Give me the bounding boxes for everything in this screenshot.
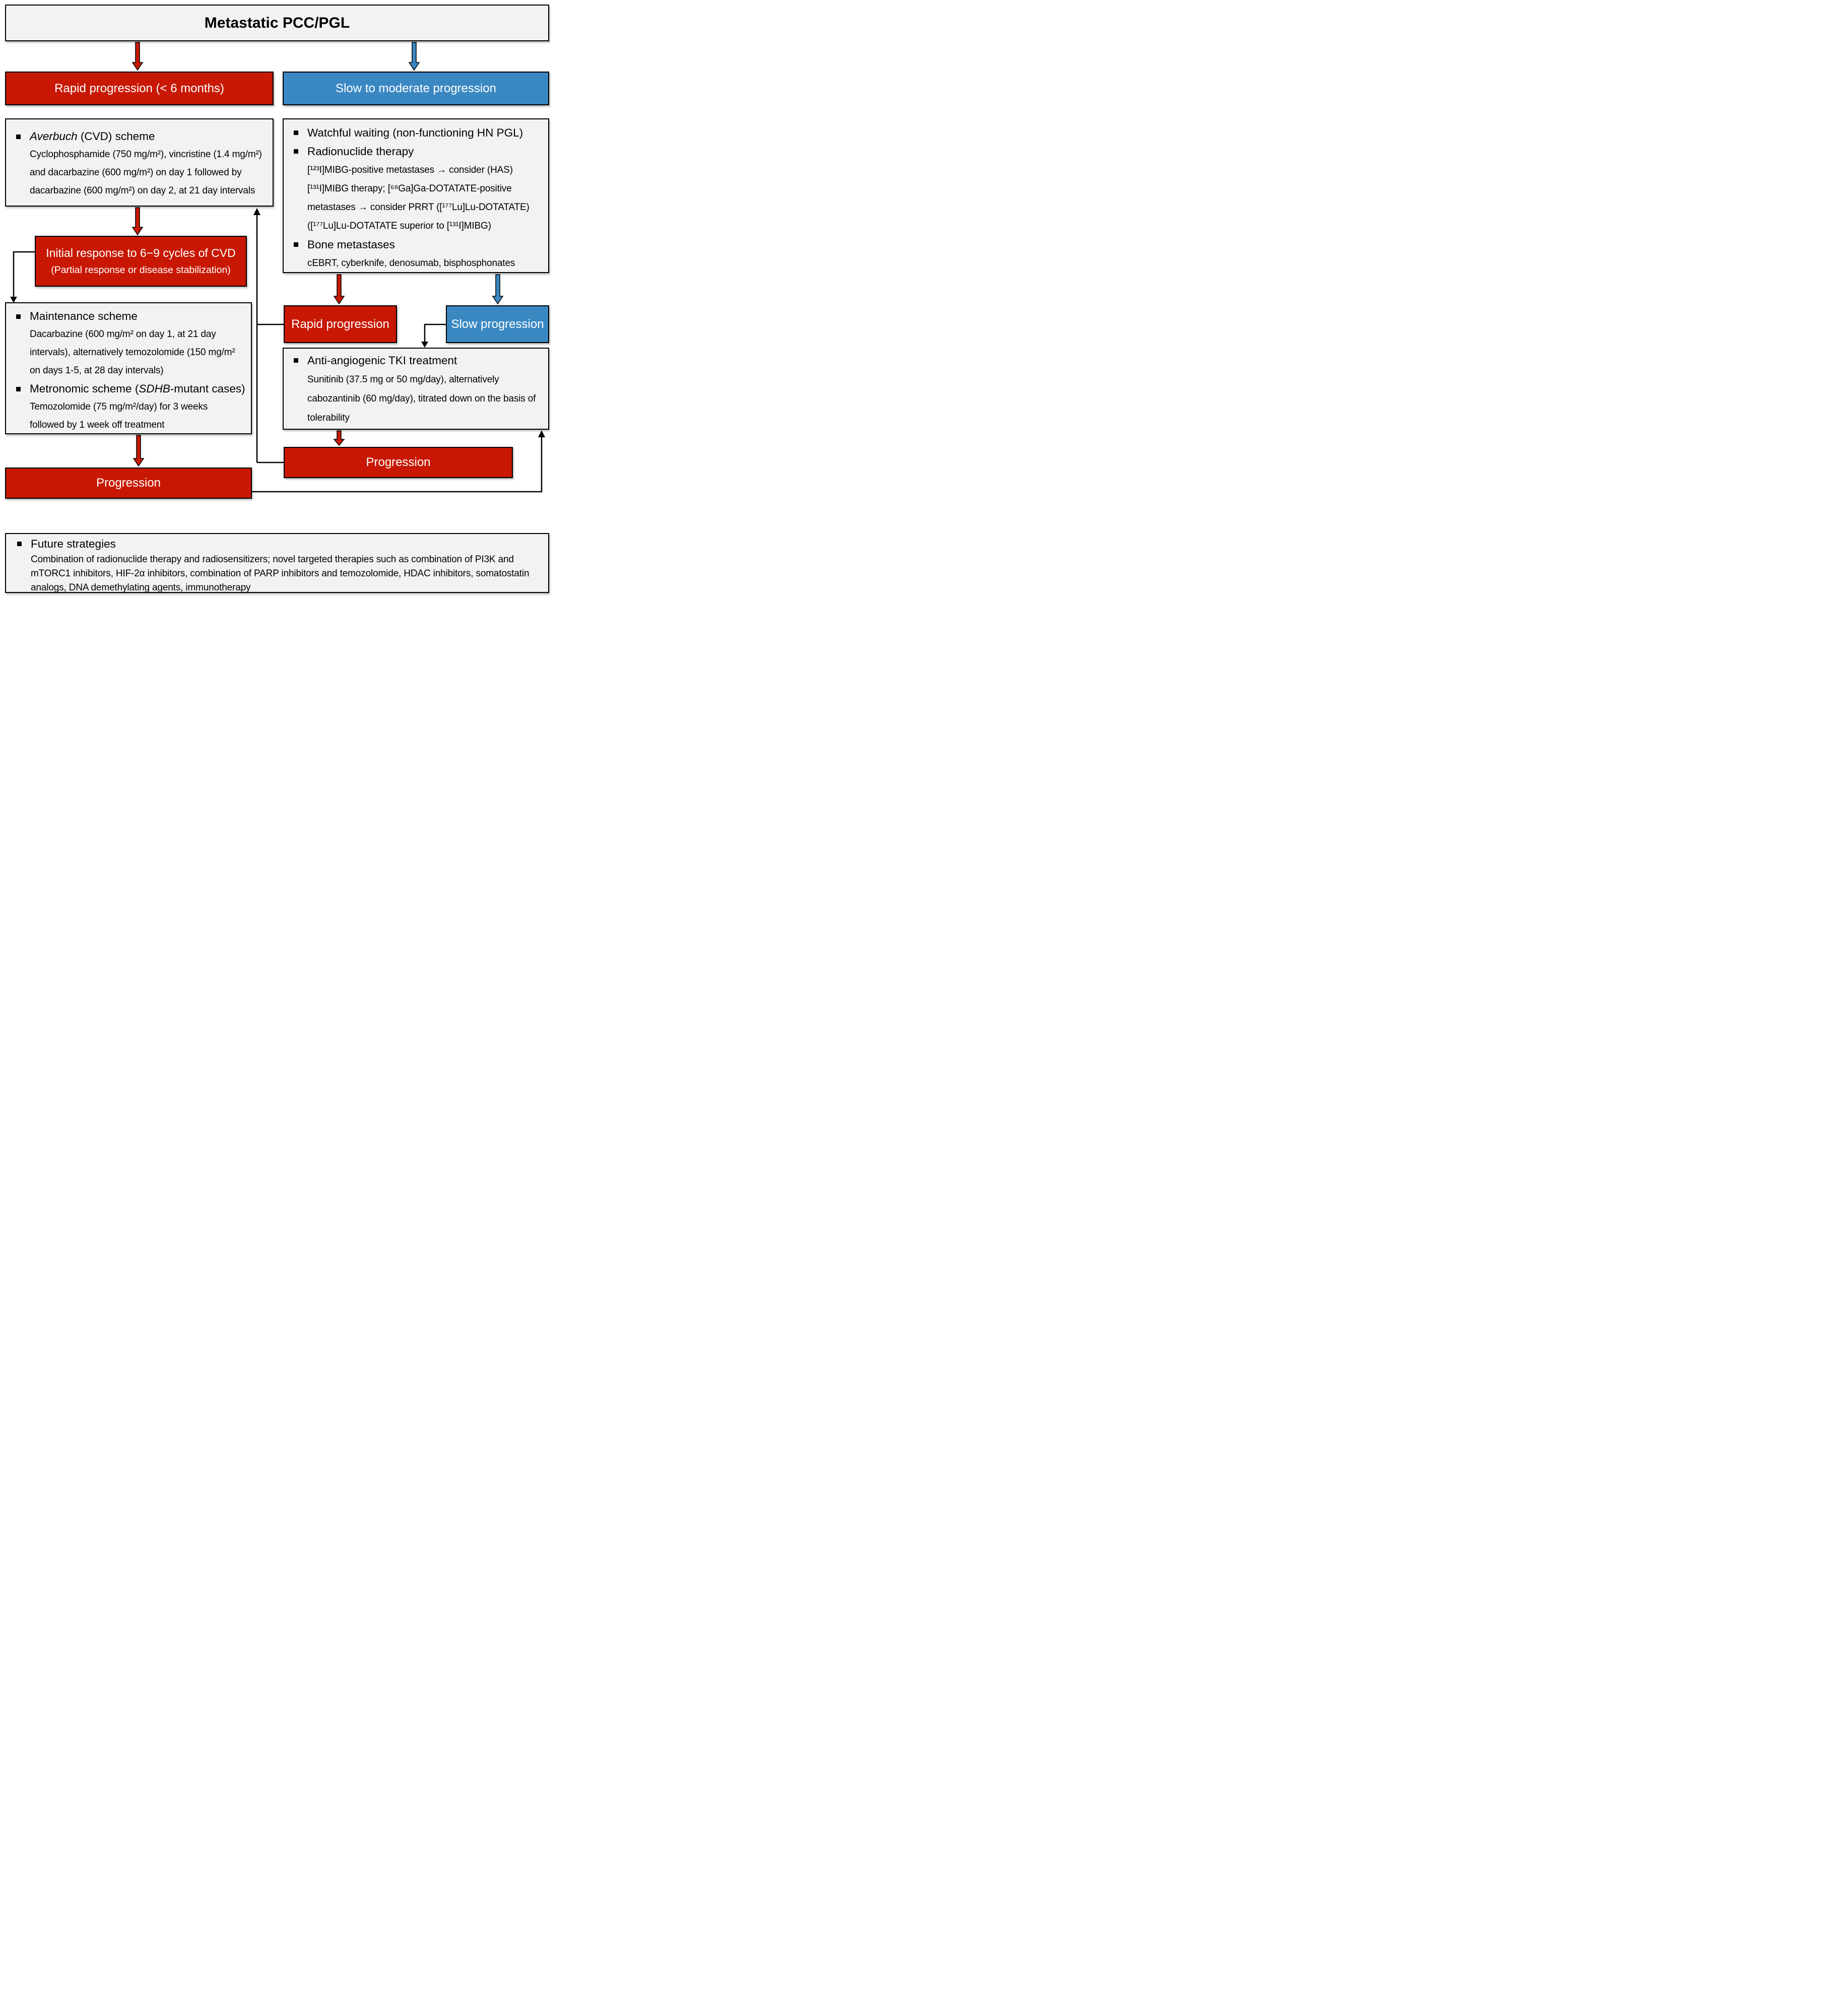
square-bullet-icon	[16, 135, 21, 139]
slow-moderate-progression-header	[283, 72, 549, 105]
metastatic-pcc-pgl-flowchart	[0, 0, 554, 597]
averbuch-cvd-box	[5, 118, 274, 207]
slow-moderate-progression-header-label: Slow to moderate progression	[336, 81, 496, 95]
arrow-up-icon	[538, 430, 545, 437]
radionuclide-body-line: metastases → consider PRRT ([¹⁷⁷Lu]Lu-DOTATATE)	[307, 202, 530, 213]
initial-response-line2: (Partial response or disease stabilization)	[51, 264, 231, 276]
slow-progression-box	[446, 305, 549, 343]
radionuclide-therapy-heading	[307, 142, 544, 161]
tki-heading	[307, 351, 544, 370]
red-arrow-tki-to-progression	[334, 431, 344, 445]
square-bullet-icon	[17, 542, 22, 546]
future-body-line: analogs, DNA demethylating agents, immunotherapy	[31, 582, 251, 593]
blue-arrow-title-to-slow-header	[409, 42, 419, 70]
metronomic-label-italic: SDHB	[139, 382, 170, 395]
maintenance-body-line: Dacarbazine (600 mg/m² on day 1, at 21 day	[30, 329, 216, 340]
metronomic-body-line: Temozolomide (75 mg/m²/day) for 3 weeks	[30, 402, 208, 412]
averbuch-heading-italic: Averbuch	[30, 130, 78, 143]
maintenance-heading	[30, 307, 247, 325]
bone-metastases-label: Bone metastases	[307, 238, 395, 251]
future-body-line: mTORC1 inhibitors, HIF-2α inhibitors, combination of PARP inhibitors and temozolomide, HDAC inhibitors, somatostatin	[31, 568, 530, 579]
tki-treatment-box	[283, 348, 549, 430]
red-arrow-maintenance-to-progression	[134, 435, 144, 466]
tki-body-line: cabozantinib (60 mg/day), titrated down on the basis of	[307, 393, 536, 404]
square-bullet-icon	[294, 242, 298, 247]
maintenance-box	[5, 302, 252, 434]
bone-metastases-heading	[307, 235, 544, 254]
averbuch-heading	[30, 127, 269, 146]
tki-body-line: tolerability	[307, 413, 350, 423]
blue-arrow-options-to-slowprog	[493, 275, 503, 304]
left-progression-box	[5, 468, 252, 499]
metronomic-label-suffix: -mutant cases)	[170, 382, 245, 395]
bone-body-line: cEBRT, cyberknife, denosumab, bisphosphonates	[307, 258, 515, 269]
radionuclide-therapy-label: Radionuclide therapy	[307, 145, 414, 158]
red-arrow-options-to-rapidprog	[334, 275, 344, 304]
metronomic-body-line: followed by 1 week off treatment	[30, 420, 165, 430]
right-progression-box	[284, 447, 513, 478]
watchful-waiting-heading	[307, 123, 544, 142]
metronomic-heading	[30, 380, 247, 398]
red-arrow-averbuch-to-initial	[133, 208, 143, 235]
rapid-progression-label: Rapid progression	[291, 317, 389, 331]
square-bullet-icon	[294, 149, 298, 154]
slow-branch-options-box	[283, 118, 549, 273]
initial-response-line1: Initial response to 6−9 cycles of CVD	[46, 246, 236, 259]
future-strategies-box	[5, 533, 549, 593]
maintenance-label: Maintenance scheme	[30, 310, 138, 322]
page-title: Metastatic PCC/PGL	[204, 14, 350, 31]
title-box	[5, 5, 549, 41]
rapid-progression-header-label: Rapid progression (< 6 months)	[54, 81, 224, 95]
averbuch-body-line: and dacarbazine (600 mg/m²) on day 1 followed by	[30, 167, 242, 178]
arrow-down-icon	[421, 342, 428, 348]
maintenance-body-line: intervals), alternatively temozolomide (150 mg/m²	[30, 347, 235, 358]
averbuch-body-line: Cyclophosphamide (750 mg/m²), vincristine (1.4 mg/m²)	[30, 149, 262, 160]
maintenance-body-line: on days 1-5, at 28 day intervals)	[30, 365, 164, 376]
right-progression-label: Progression	[366, 455, 431, 469]
square-bullet-icon	[294, 130, 298, 135]
metronomic-label-prefix: Metronomic scheme (	[30, 382, 139, 395]
watchful-waiting-label: Watchful waiting (non-functioning HN PGL)	[307, 126, 523, 139]
tki-label: Anti-angiogenic TKI treatment	[307, 354, 457, 367]
square-bullet-icon	[294, 358, 298, 363]
square-bullet-icon	[16, 314, 21, 319]
future-strategies-label: Future strategies	[31, 538, 116, 550]
radionuclide-body-line: ([¹⁷⁷Lu]Lu-DOTATATE superior to [¹³¹I]MIBG)	[307, 221, 491, 231]
averbuch-body-line: dacarbazine (600 mg/m²) on day 2, at 21 day intervals	[30, 185, 255, 196]
square-bullet-icon	[16, 387, 21, 391]
rapid-progression-header	[5, 72, 274, 105]
averbuch-heading-rest: (CVD) scheme	[77, 130, 155, 143]
tki-body-line: Sunitinib (37.5 mg or 50 mg/day), alternatively	[307, 374, 499, 385]
radionuclide-body-line: [¹²³I]MIBG-positive metastases → consider (HAS)	[307, 165, 513, 175]
slowprog-to-tki-connector	[425, 324, 446, 342]
future-body-line: Combination of radionuclide therapy and radiosensitizers; novel targeted therapies such as combination of PI3K and	[31, 554, 514, 565]
rapid-progression-box	[284, 305, 397, 343]
radionuclide-body-line: [¹³¹I]MIBG therapy; [⁶⁸Ga]Ga-DOTATATE-positive	[307, 183, 512, 194]
slow-progression-label: Slow progression	[451, 317, 544, 331]
initial-response-box	[35, 236, 247, 287]
left-progression-label: Progression	[96, 476, 161, 490]
arrow-up-icon	[253, 208, 260, 215]
red-arrow-title-to-rapid-header	[133, 42, 143, 70]
future-strategies-heading	[31, 536, 543, 553]
